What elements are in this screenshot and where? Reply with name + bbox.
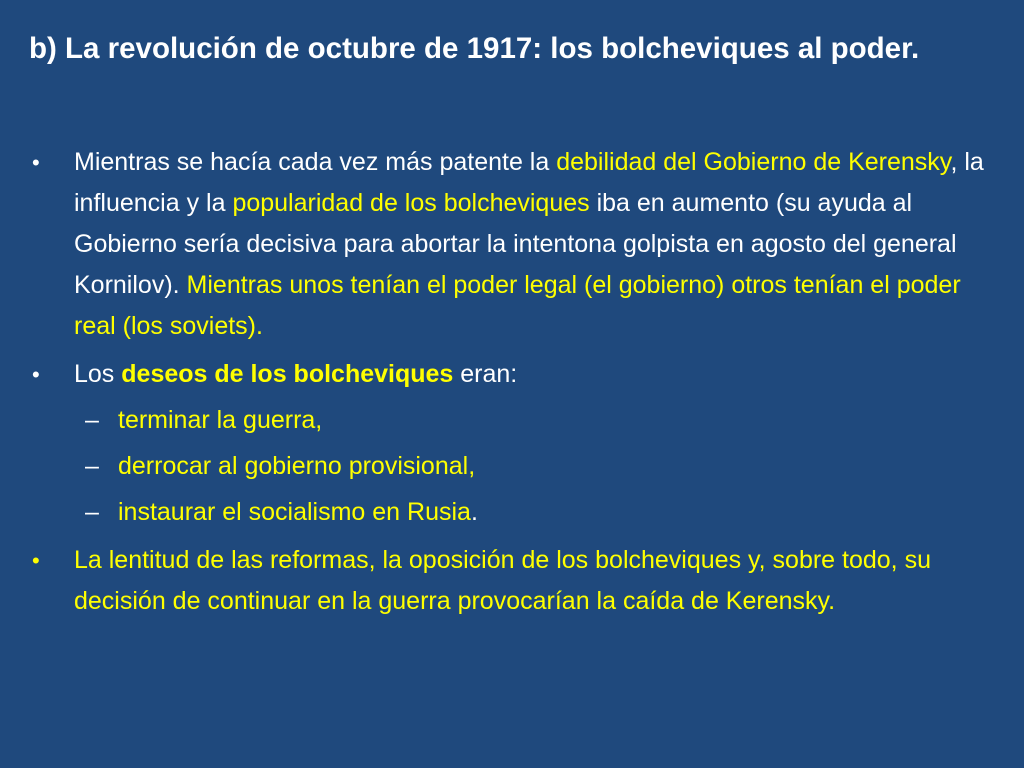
bullet-item	[0, 540, 984, 622]
bullet-item	[0, 142, 984, 347]
slide-title: b) La revolución de octubre de 1917: los bolcheviques al poder.	[29, 32, 920, 65]
highlight-text: popularidad de los bolcheviques	[232, 189, 590, 217]
sub-bullet-tail: .	[470, 498, 478, 526]
sub-bullet-item	[0, 446, 988, 487]
bullet-dot: •	[32, 150, 40, 175]
sub-bullet-text: terminar la guerra,	[118, 406, 323, 434]
bullet-item	[0, 354, 984, 395]
bullet-text: Los	[74, 360, 122, 388]
slide-content	[0, 142, 1024, 622]
sub-bullet-text: derrocar al gobierno provisional,	[118, 452, 476, 480]
sub-bullet-item	[0, 400, 988, 441]
bullet-text: iba en aumento (su ayuda al Gobierno sería decisiva para abortar la intentona golpista en agosto del general Kornilov).	[74, 189, 957, 299]
highlight-text: Mientras unos tenían el poder legal (el gobierno) otros tenían el poder real (los soviets).	[74, 271, 961, 340]
bullet-text: Mientras se hacía cada vez más patente la	[74, 148, 557, 176]
bullet-dot: •	[32, 362, 40, 387]
sub-bullet-text: instaurar el socialismo en Rusia	[118, 498, 471, 526]
bullet-dot: •	[32, 548, 40, 573]
dash-marker: –	[85, 406, 99, 434]
highlight-text: debilidad del Gobierno de Kerensky	[556, 148, 951, 176]
highlight-text: La lentitud de las reformas, la oposición de los bolcheviques y, sobre todo, su decisión de continuar en la guerra provocarían la caída de Kerensky.	[74, 546, 931, 615]
bullet-text: eran:	[453, 360, 518, 388]
bullet-text: , la influencia y la	[74, 148, 984, 217]
dash-marker: –	[85, 498, 99, 526]
highlight-text: deseos de los bolcheviques	[121, 360, 454, 388]
dash-marker: –	[85, 452, 99, 480]
sub-bullet-item	[0, 492, 988, 533]
